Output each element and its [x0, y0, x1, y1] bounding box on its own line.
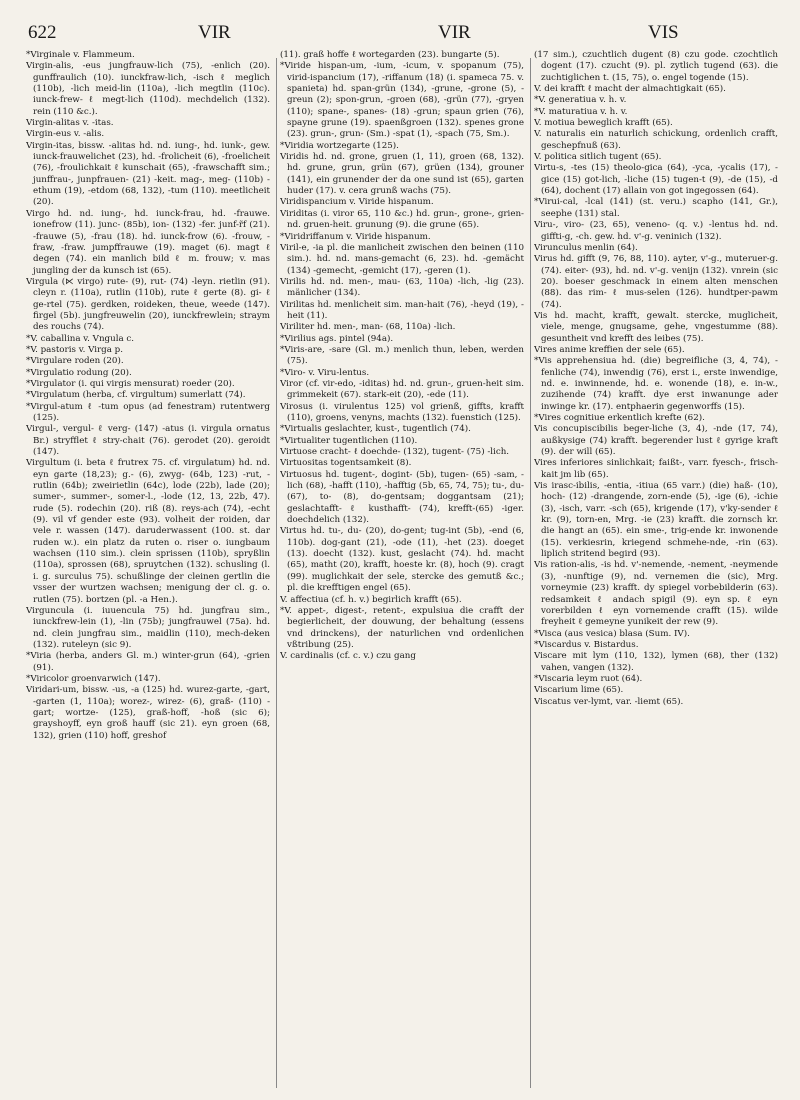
- dictionary-entry: (17 sim.), czuchtlich dugent (8) czu gode. czochtlich dogent (17). czucht (9). pl. zytlich tugend (63). die zuchtiglichen t. (15, 75), o. engel togende (15).: [534, 50, 778, 83]
- dictionary-entry: Vis concupiscibilis beger-liche (3, 4), -nde (17, 74), außkysige (74) krafft. begerender lust ℓ gyrige kraft (9). der will (65).: [534, 424, 778, 458]
- dictionary-entry: Virgin-alitas v. -itas.: [26, 118, 114, 129]
- dictionary-entry: *Virtualiter tugentlichen (110).: [280, 435, 418, 446]
- dictionary-entry: V. politica sitlich tugent (65).: [534, 152, 662, 163]
- dictionary-entry: *Vires cognitiue erkentlich krefte (62).: [534, 413, 705, 423]
- dictionary-entry: *Virgulare roden (20).: [26, 356, 124, 367]
- running-head-left: VIR: [198, 22, 231, 43]
- dictionary-entry: Virgin-itas, bissw. -alitas hd. nd. iung-, hd. iunk-, gew. iunck-frauwelichet (23), hd. -frolicheit (6), -froelicheit (76), -froulichkait ℓ kunschait (65), -frawschafft sim.; junffrau-, junpfrauen- (21) -keit. mag-, meg- (110b) -ethum (19), -etdom (68, 132), -tum (110). meetlicheit (20).: [26, 140, 270, 208]
- dictionary-entry: Virgultum (i. beta ℓ frutrex 75. cf. virgulatum) hd. nd. eyn garte (18,23); g.- (6), zwyg- (64b, 123) -rut, -rutlin (64b); zweirietlin (64c), lode (22b), lade (20); sumer-, summer-, somer-l., -lode (12, 13, 22b, 47). rude (5). rodechin (20). riß (8). reys-ach (74), -echt (9). vil vf gender este (93). volheit der roiden, dar vele r. wassen (147). daruderwassent (100. st. dar ruden w.). ein platz da ruten o. riser o. iungbaum wachsen (110 sim.). clein sprissen (110b), spryßlin (110a), sprossen (68), spruytchen (132). schusling (l. i. g. surculus 75). schußlinge der cleinen gertlin die vsser der wurtzen wachsen; menigung der cl. g. o. rutlen (75). bortzen (pl. -a Hen.).: [26, 458, 270, 605]
- column-3: [534, 50, 778, 1090]
- dictionary-columns: [26, 50, 778, 1090]
- dictionary-entry: Virunculus menlin (64).: [534, 242, 638, 253]
- dictionary-entry: Viriliter hd. men-, man- (68, 110a) -lich.: [280, 322, 456, 333]
- dictionary-entry: *Viride hispan-um, -ium, -icum, v. spopanum (75), virid-ispancium (17), -riffanum (18) (i. spameca 75. v. spanieta) hd. span-grün (134), -grune, -grone (5), -greun (2); spon-grun, -groen (68), -grün (77), -gryen (110); spane-, spanes- (18) -grun; spaun grien (76), spayne grune (19). spaenßgroen (132). spenes grone (23). grun-, grun- (Sm.) -spat (1), -spach (75, Sm.).: [280, 61, 524, 140]
- dictionary-entry: Virtuositas togentsamkeit (8).: [280, 458, 412, 469]
- dictionary-entry: Virgul-, vergul- ℓ verg- (147) -atus (i. virgula ornatus Br.) stryfflet ℓ stry-chait (76). gerodet (20). geroidt (147).: [26, 424, 270, 458]
- dictionary-entry: *V. appet-, digest-, retent-, expulsiua die crafft der begierlicheit, der douwung, der behaltung (essens vnd drinckens), der naturlichen vnd ordenlichen vßtribung (25).: [280, 605, 524, 650]
- dictionary-entry: Vires anime kreffien der sele (65).: [534, 344, 685, 355]
- dictionary-entry: Virus hd. gifft (9, 76, 88, 110). ayter, v'-g., muteruer-g. (74). eiter- (93), hd. nd. v'-g. venijn (132). vnrein (sic 20). boeser geschmack in einem alten menschen (88). das rim- ℓ mus-selen (126). hundtper-pawm (74).: [534, 254, 778, 310]
- dictionary-entry: Virosus (i. virulentus 125) vol grienß, giffts, krafft (110), groens, venyns, machts (132). fuenstich (125).: [280, 401, 524, 423]
- dictionary-entry: *Virtualis geslachter, kust-, tugentlich (74).: [280, 424, 471, 435]
- dictionary-entry: *Viris-are, -sare (Gl. m.) menlich thun, leben, werden (75).: [280, 344, 524, 367]
- dictionary-entry: *Virgulator (i. qui virgis mensurat) roeder (20).: [26, 378, 235, 389]
- dictionary-entry: V. naturalis ein naturlich schickung, ordenlich crafft, geschepfnuß (63).: [534, 129, 778, 151]
- dictionary-entry: *Viscaria leym ruot (64).: [534, 673, 643, 684]
- dictionary-entry: Viridispancium v. Viride hispanum.: [280, 197, 434, 208]
- dictionary-entry: Virgin-alis, -eus jungfrauw-lich (75), -enlich (20). gunffraulich (10). iunckfraw-lich, -isch ℓ meglich (110b), -lich meid-lin (110a), -lich megtlin (110c). iunck-frew- ℓ megt-lich (110d). mechdelich (132). rein (110 &c.).: [26, 61, 270, 117]
- dictionary-entry: Vires inferiores sinlichkait; faißt-, varr. fyesch-, frisch-kait jm lib (65).: [534, 458, 778, 480]
- dictionary-entry: Viror (cf. vir-edo, -iditas) hd. nd. grun-, gruen-heit sim. grimmekeit (67). stark-eit (20), -ede (11).: [280, 378, 524, 401]
- dictionary-entry: Viridis hd. nd. grone, gruen (1, 11), groen (68, 132). hd. grune, grun, grün (67), grüen (134), grouner (141), ein grunender der da one sund ist (65), garten huder (17). v. cera grunß wachs (75).: [280, 152, 524, 197]
- dictionary-entry: Virtu-s, -tes (15) theolo-gica (64), -yca, -ycalis (17), -gice (15) got-lich, -liche (15) tugen-t (9), -de (15), -d (64), dochent (17) allain von got ingegossen (64).: [534, 163, 778, 197]
- running-head-right: VIS: [648, 22, 679, 43]
- page-header: [28, 22, 770, 46]
- running-head-center: VIR: [438, 22, 471, 43]
- dictionary-entry: Virguncula (i. iuuencula 75) hd. jungfrau sim., iunckfrew-lein (1), -lin (75b); jungfrauwel (75a). hd. nd. clein jungfrau sim., maidlin (110), mech-deken (132). ruteleyn (sic 9).: [26, 605, 270, 650]
- page-number: 622: [28, 22, 57, 43]
- dictionary-entry: V. dei krafft ℓ macht der almachtigkait (65).: [534, 84, 726, 95]
- dictionary-entry: *Viridriffanum v. Viride hispanum.: [280, 231, 431, 242]
- dictionary-entry: Vis hd. macht, krafft, gewalt. stercke, muglicheit, viele, menge, gnugsame, gehe, vngestumme (88). gesuntheit vnd krefft des leibes (75).: [534, 310, 778, 344]
- dictionary-entry: Virtuosus hd. tugent-, dogint- (5b), tugen- (65) -sam, -lich (68), -hafft (110), -hafftig (5b, 65, 74, 75); tu-, du- (67), to- (8), do-gentsam; doggantsam (21); geslachtafft- ℓ kusthafft- (74), krefft-(65) -iger. doechdelich (132).: [280, 469, 524, 526]
- dictionary-entry: V. cardinalis (cf. c. v.) czu gang: [280, 651, 416, 662]
- dictionary-entry: *V. generatiua v. h. v.: [534, 95, 627, 106]
- dictionary-entry: Virtuose cracht- ℓ doechde- (132), tugent- (75) -lich.: [280, 447, 510, 458]
- dictionary-entry: *Virgul-atum ℓ -tum opus (ad fenestram) rutentwerg (125).: [26, 401, 270, 423]
- dictionary-entry: Vis ration-alis, -is hd. v'-nemende, -nement, -neymende (3), -nunftige (9), nd. vernemen die (sic), Mrg. vorneymie (23) krafft. dy spiegel vorbebilderin (63). redsamkeit ℓ andach spigil (9). eyn sp. ℓ eyn vorerbilden ℓ eyn vornemende crafft (15). wilde freyheit ℓ gemeyne yunikeit der rew (9).: [534, 560, 778, 628]
- dictionary-entry: Virgula (⋉ virgo) rute- (9), rut- (74) -leyn. rietlin (91). cleyn r. (110a), rutlin (110b), rute ℓ gerte (8). gi- ℓ ge-rtel (75). gerdken, roideken, theue, weede (147). firgel (5b). jungfreuwelin (20), iunckfrewlein; straym des rouchs (74).: [26, 276, 270, 333]
- dictionary-entry: *Virgulatum (herba, cf. virgultum) sumerlatt (74).: [26, 390, 246, 401]
- dictionary-entry: Viru-, viro- (23, 65), veneno- (q. v.) -lentus hd. nd. giffti-g, -ch. gew. hd. v'-g. veninich (132).: [534, 220, 778, 242]
- dictionary-entry: Viriditas (i. viror 65, 110 &c.) hd. grun-, grone-, grien- nd. gruen-heit. grunung (9). die grune (65).: [280, 208, 524, 231]
- dictionary-entry: *Vis apprehensiua hd. (die) begreifliche (3, 4, 74), -fenliche (74), inwendig (76), erst i., erste inwendige, nd. e. inwinnende, hd. e. wonende (18), e. in-w., zuzihende (74) krafft. dye erst inwanunge ader inwinge kr. (17). entphaerin gegenworffs (15).: [534, 356, 778, 412]
- dictionary-entry: Virgin-eus v. -alis.: [26, 129, 105, 140]
- dictionary-entry: *V. maturatiua v. h. v.: [534, 106, 628, 117]
- dictionary-entry: Viscarium lime (65).: [534, 685, 624, 696]
- dictionary-entry: *V. caballina v. Vngula c.: [26, 333, 135, 344]
- dictionary-entry: *Viro- v. Viru-lentus.: [280, 367, 370, 378]
- dictionary-entry: Virgo hd. nd. iung-, hd. iunck-frau, hd. -frauwe. ionefrow (11). junc- (85b), ion- (132) -fer. junf-r̃f (21). -frauwe (5), -frau (18). hd. iunck-frow (6). -frouw, -fraw, -fraw. jumpffrauwe (19). maget (6). magt ℓ degen (74). ein manlich bild ℓ m. frouw; v. mas jungling der da kunsch ist (65).: [26, 208, 270, 276]
- dictionary-entry: Viridari-um, bissw. -us, -a (125) hd. wurez-garte, -gart, -garten (1, 110a); worez-, wirez- (6), graß- (110) -gart; wortze- (125), graß-hoff, -hoß (sic 6); grayshoyff, eyn groß hauff (sic 21). eyn groen (68, 132), grien (110) hoff, greshof: [26, 685, 270, 741]
- dictionary-entry: (11). graß hoffe ℓ wortegarden (23). bungarte (5).: [280, 50, 500, 60]
- dictionary-entry: *Viricolor groenvarwich (147).: [26, 673, 161, 684]
- dictionary-entry: Virilis hd. nd. men-, mau- (63, 110a) -lich, -lig (23). mänlicher (134).: [280, 276, 524, 299]
- dictionary-entry: Virtus hd. tu-, du- (20), do-gent; tug-int (5b), -end (6, 110b). dog-gant (21), -ode (11), -het (23). doeget (13). doecht (132). kust, geslacht (74). hd. macht (65), matht (20), krafft, hoeste kr. (8), hoch (9). cragt (99). muglichkait der sele, stercke des gemutß &c.; pl. die krefftigen engel (65).: [280, 526, 524, 594]
- dictionary-entry: *V. pastoris v. Virga p.: [26, 344, 123, 355]
- dictionary-entry: Viril-e, -ia pl. die manlicheit zwischen den beinen (110 sim.). hd. nd. mans-gemacht (6, 23). hd. -gemächt (134) -gemecht, -gemicht (17), -geren (1).: [280, 242, 524, 276]
- dictionary-entry: V. affectiua (cf. h. v.) begirlich krafft (65).: [280, 594, 462, 605]
- dictionary-entry: *Virui-cal, -lcal (141) (st. veru.) scapho (141, Gr.), seephe (131) stal.: [534, 197, 778, 219]
- dictionary-entry: *Virginale v. Flammeum.: [26, 50, 135, 60]
- column-2: [280, 50, 524, 1090]
- dictionary-entry: *Visca (aus vesica) blasa (Sum. IV).: [534, 628, 690, 639]
- dictionary-entry: Vis irasc-ibilis, -entia, -itiua (65 varr.) (die) haß- (10), hoch- (12) -drangende, zorn-ende (5), -ige (6), -ichie (3), -isch, varr. -sch (65), krigende (17), v'ky-sender ℓ kr. (9), torn-en, Mrg. -ie (23) krafft. die zornsch kr. die hangt an (65). ein sme-, trig-ende kr. inwonende (15). verkiesrin, kriegend schmehe-nde, -rin (63). liplich stritend begird (93).: [534, 481, 778, 560]
- column-1: [26, 50, 270, 1090]
- dictionary-entry: *Viscardus v. Bistardus.: [534, 639, 639, 650]
- dictionary-entry: Viscare mit lym (110, 132), lymen (68), ther (132) vahen, vangen (132).: [534, 651, 778, 673]
- dictionary-entry: *Viria (herba, anders Gl. m.) winter-grun (64), -grien (91).: [26, 651, 270, 673]
- dictionary-entry: Viscatus ver-lymt, var. -liemt (65).: [534, 696, 684, 707]
- dictionary-entry: *Viridia wortzegarte (125).: [280, 140, 399, 151]
- dictionary-entry: Virilitas hd. menlicheit sim. man-hait (76), -heyd (19), -heit (11).: [280, 299, 524, 321]
- dictionary-entry: *Virilius ags. pintel (94a).: [280, 333, 394, 344]
- dictionary-entry: *Virgulatio rodung (20).: [26, 367, 132, 378]
- dictionary-entry: V. motiua beweglich krafft (65).: [534, 118, 673, 129]
